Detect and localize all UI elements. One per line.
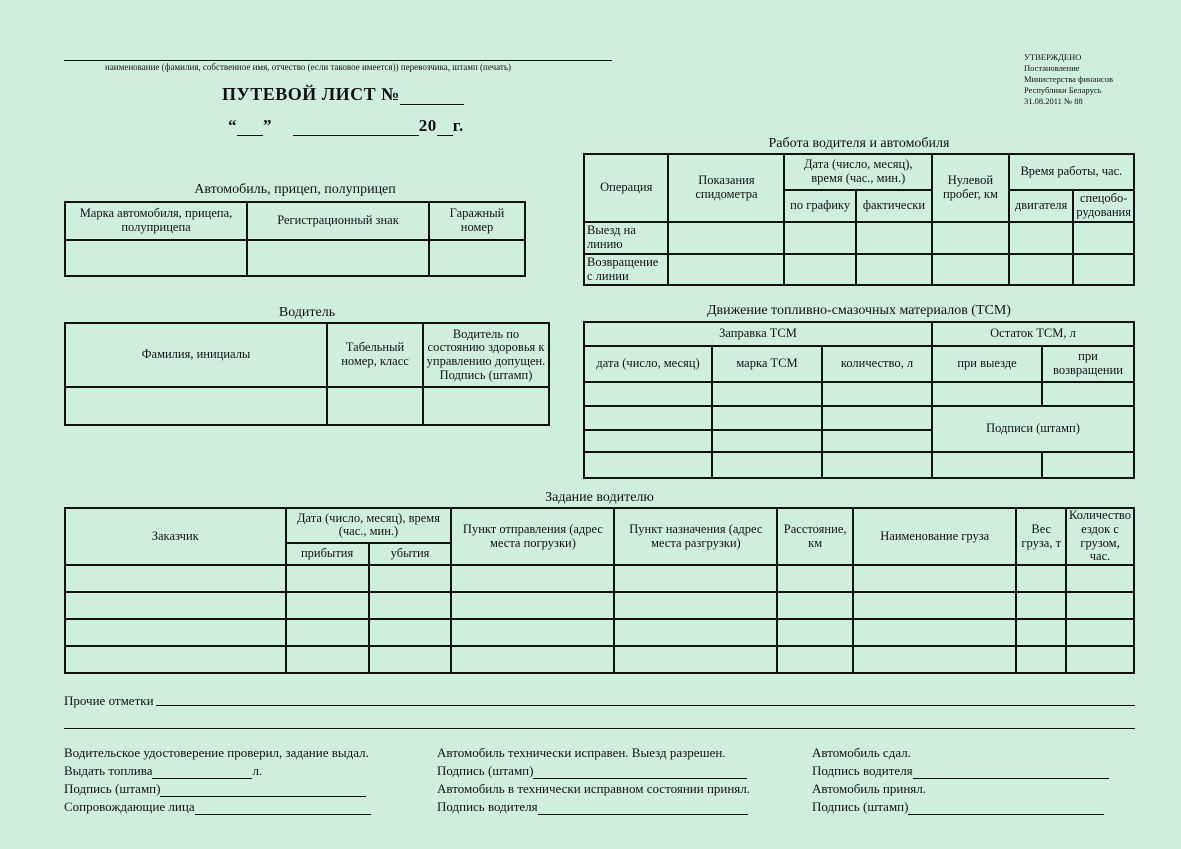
- signature-label: Подпись (штамп): [64, 781, 161, 796]
- cell[interactable]: [1066, 592, 1134, 619]
- bottom-left: [64, 745, 371, 817]
- cell[interactable]: [777, 619, 853, 646]
- datetime-header: Дата (число, месяц), время (час., мин.): [784, 154, 932, 190]
- cell[interactable]: [853, 565, 1016, 592]
- cell[interactable]: [777, 646, 853, 673]
- quote: “: [228, 116, 237, 135]
- vehicle-brand-cell[interactable]: [65, 240, 247, 276]
- other-marks-label: Прочие отметки: [64, 693, 154, 708]
- cell[interactable]: [668, 222, 784, 254]
- by-schedule-header: по графику: [784, 190, 855, 222]
- cell[interactable]: [784, 254, 855, 285]
- task-datetime-header: Дата (число, месяц), время (час., мин.): [286, 508, 452, 543]
- driver-signature-label: Подпись водителя: [812, 763, 913, 778]
- cell[interactable]: [856, 222, 932, 254]
- carrier-caption: наименование (фамилия, собственное имя, отчество (если таковое имеется)) перевозчика, штамп (печать): [105, 62, 511, 72]
- cell[interactable]: [932, 222, 1009, 254]
- driver-health-header: Водитель по состоянию здоровья к управлению допущен. Подпись (штамп): [423, 323, 549, 387]
- vehicle-accepted: Автомобиль в технически исправном состоянии принял.: [437, 781, 751, 796]
- task-section-title: Задание водителю: [545, 490, 654, 505]
- cell[interactable]: [451, 592, 614, 619]
- cell[interactable]: [1066, 646, 1134, 673]
- cell[interactable]: [822, 452, 932, 478]
- task-table: [64, 507, 1135, 674]
- cell[interactable]: [369, 565, 452, 592]
- arrival-header: прибытия: [286, 543, 369, 565]
- driver-health-cell[interactable]: [423, 387, 549, 425]
- cell[interactable]: [614, 565, 777, 592]
- approved-line: Постановление: [1024, 63, 1080, 73]
- distance-header: Расстояние, км: [777, 508, 853, 565]
- issue-fuel-label: Выдать топлива: [64, 763, 153, 778]
- cell[interactable]: [614, 592, 777, 619]
- to-header: Пункт назначения (адрес места разгрузки): [614, 508, 777, 565]
- cell[interactable]: [777, 592, 853, 619]
- cell[interactable]: [1009, 254, 1074, 285]
- cell[interactable]: [1016, 592, 1066, 619]
- cell[interactable]: [1016, 646, 1066, 673]
- approved-line: УТВЕРЖДЕНО: [1024, 52, 1082, 62]
- year-prefix: 20: [418, 116, 437, 135]
- fuel-table: [583, 321, 1135, 479]
- day-field[interactable]: [237, 135, 263, 136]
- escorts-label: Сопровождающие лица: [64, 799, 195, 814]
- cell[interactable]: [451, 646, 614, 673]
- row-return-label: Возвращение с линии: [584, 254, 668, 285]
- cell[interactable]: [286, 619, 369, 646]
- cell[interactable]: [614, 646, 777, 673]
- cell[interactable]: [822, 430, 932, 452]
- receiver-signature-field[interactable]: [908, 814, 1104, 815]
- year-suffix: г.: [452, 116, 464, 135]
- cell[interactable]: [853, 592, 1016, 619]
- approved-line: 31.08.2011 № 88: [1024, 96, 1083, 106]
- fuel-qty-header: количество, л: [822, 346, 932, 382]
- cell[interactable]: [712, 430, 822, 452]
- special-header: спецобо-рудования: [1073, 190, 1134, 222]
- cell[interactable]: [1042, 452, 1134, 478]
- cell[interactable]: [584, 406, 712, 430]
- carrier-line[interactable]: [64, 60, 612, 61]
- cell[interactable]: [65, 646, 286, 673]
- approved-line: Министерства финансов: [1024, 74, 1113, 84]
- cell[interactable]: [584, 430, 712, 452]
- cell[interactable]: [1016, 619, 1066, 646]
- escorts-field[interactable]: [195, 814, 371, 815]
- speedometer-header: Показания спидометра: [668, 154, 784, 222]
- cell[interactable]: [1066, 565, 1134, 592]
- cell[interactable]: [856, 254, 932, 285]
- driver-return-signature-field[interactable]: [913, 778, 1109, 779]
- fuel-unit: л.: [252, 763, 263, 778]
- driver-tab-header: Табельный номер, класс: [327, 323, 423, 387]
- driver-section-title: Водитель: [278, 305, 336, 320]
- signature-field[interactable]: [160, 796, 366, 797]
- driver-name-header: Фамилия, инициалы: [65, 323, 327, 387]
- cell[interactable]: [1073, 222, 1134, 254]
- vehicle-reg-cell[interactable]: [247, 240, 429, 276]
- cell[interactable]: [932, 382, 1042, 406]
- page-title: [222, 84, 464, 105]
- cell[interactable]: [853, 646, 1016, 673]
- vehicle-garage-header: Гаражный номер: [429, 202, 525, 240]
- cell[interactable]: [932, 254, 1009, 285]
- number-field[interactable]: [400, 104, 464, 105]
- quote: ”: [263, 116, 272, 135]
- bottom-right: [812, 745, 1109, 817]
- cell[interactable]: [614, 619, 777, 646]
- trips-header: Количество ездок с грузом, час.: [1066, 508, 1134, 565]
- fuel-date-header: дата (число, месяц): [584, 346, 712, 382]
- other-marks-line[interactable]: [156, 705, 1135, 706]
- refuel-header: Заправка ТСМ: [584, 322, 932, 346]
- license-checked: Водительское удостоверение проверил, задание выдал.: [64, 745, 369, 760]
- fuel-section-title: Движение топливно-смазочных материалов (ТСМ): [707, 303, 1011, 318]
- signature-label: Подпись (штамп): [437, 763, 534, 778]
- bottom-middle: [437, 745, 750, 817]
- mechanic-signature-field[interactable]: [533, 778, 747, 779]
- zero-run-header: Нулевой пробег, км: [932, 154, 1009, 222]
- customer-header: Заказчик: [65, 508, 286, 565]
- driver-tab-cell[interactable]: [327, 387, 423, 425]
- date-line: [228, 116, 464, 136]
- cell[interactable]: [822, 382, 932, 406]
- cell[interactable]: [369, 592, 452, 619]
- remainder-header: Остаток ТСМ, л: [932, 322, 1134, 346]
- vehicle-reg-header: Регистрационный знак: [247, 202, 429, 240]
- signature-label: Подпись (штамп): [812, 799, 909, 814]
- driver-name-cell[interactable]: [65, 387, 327, 425]
- approval-stamp: [1024, 52, 1113, 107]
- cargo-header: Наименование груза: [853, 508, 1016, 565]
- cell[interactable]: [65, 619, 286, 646]
- driver-signature-field[interactable]: [538, 814, 748, 815]
- vehicle-received: Автомобиль принял.: [812, 781, 927, 796]
- cell[interactable]: [1073, 254, 1134, 285]
- vehicle-garage-cell[interactable]: [429, 240, 525, 276]
- cell[interactable]: [369, 646, 452, 673]
- cell[interactable]: [286, 592, 369, 619]
- cell[interactable]: [65, 565, 286, 592]
- year-field[interactable]: [437, 135, 453, 136]
- row-exit-label: Выезд на линию: [584, 222, 668, 254]
- at-exit-header: при выезде: [932, 346, 1042, 382]
- approved-line: Республики Беларусь: [1024, 85, 1102, 95]
- cell[interactable]: [932, 452, 1042, 478]
- from-header: Пункт отправления (адрес места погрузки): [451, 508, 614, 565]
- cell[interactable]: [1016, 565, 1066, 592]
- cell[interactable]: [65, 592, 286, 619]
- cell[interactable]: [712, 382, 822, 406]
- vehicle-ok-exit: Автомобиль технически исправен. Выезд разрешен.: [437, 745, 726, 760]
- work-table: [583, 153, 1135, 286]
- cell[interactable]: [584, 452, 712, 478]
- cell[interactable]: [712, 406, 822, 430]
- cell[interactable]: [784, 222, 855, 254]
- vehicle-table: [64, 201, 526, 277]
- work-section-title: Работа водителя и автомобиля: [768, 136, 950, 151]
- at-return-header: при возвращении: [1042, 346, 1134, 382]
- cell[interactable]: [451, 565, 614, 592]
- cell[interactable]: [1066, 619, 1134, 646]
- cell[interactable]: [822, 406, 932, 430]
- cell[interactable]: [286, 646, 369, 673]
- other-marks-line-2[interactable]: [64, 728, 1135, 729]
- departure-header: убытия: [369, 543, 452, 565]
- driver-table: [64, 322, 550, 426]
- cell[interactable]: [668, 254, 784, 285]
- cell[interactable]: [712, 452, 822, 478]
- actual-header: фактически: [856, 190, 932, 222]
- cell[interactable]: [369, 619, 452, 646]
- cell[interactable]: [584, 382, 712, 406]
- fuel-brand-header: марка ТСМ: [712, 346, 822, 382]
- vehicle-brand-header: Марка автомобиля, прицепа, полуприцепа: [65, 202, 247, 240]
- operation-header: Операция: [584, 154, 668, 222]
- fuel-amount-field[interactable]: [152, 778, 252, 779]
- fuel-signatures: Подписи (штамп): [932, 406, 1134, 452]
- cell[interactable]: [777, 565, 853, 592]
- title-text: ПУТЕВОЙ ЛИСТ №: [222, 84, 400, 104]
- cell[interactable]: [451, 619, 614, 646]
- month-field[interactable]: [293, 135, 419, 136]
- cell[interactable]: [853, 619, 1016, 646]
- cell[interactable]: [1009, 222, 1074, 254]
- vehicle-returned: Автомобиль сдал.: [812, 745, 911, 760]
- work-time-header: Время работы, час.: [1009, 154, 1134, 190]
- weight-header: Вес груза, т: [1016, 508, 1066, 565]
- cell[interactable]: [1042, 382, 1134, 406]
- vehicle-section-title: Автомобиль, прицеп, полуприцеп: [194, 182, 396, 197]
- driver-signature-label: Подпись водителя: [437, 799, 538, 814]
- cell[interactable]: [286, 565, 369, 592]
- engine-header: двигателя: [1009, 190, 1074, 222]
